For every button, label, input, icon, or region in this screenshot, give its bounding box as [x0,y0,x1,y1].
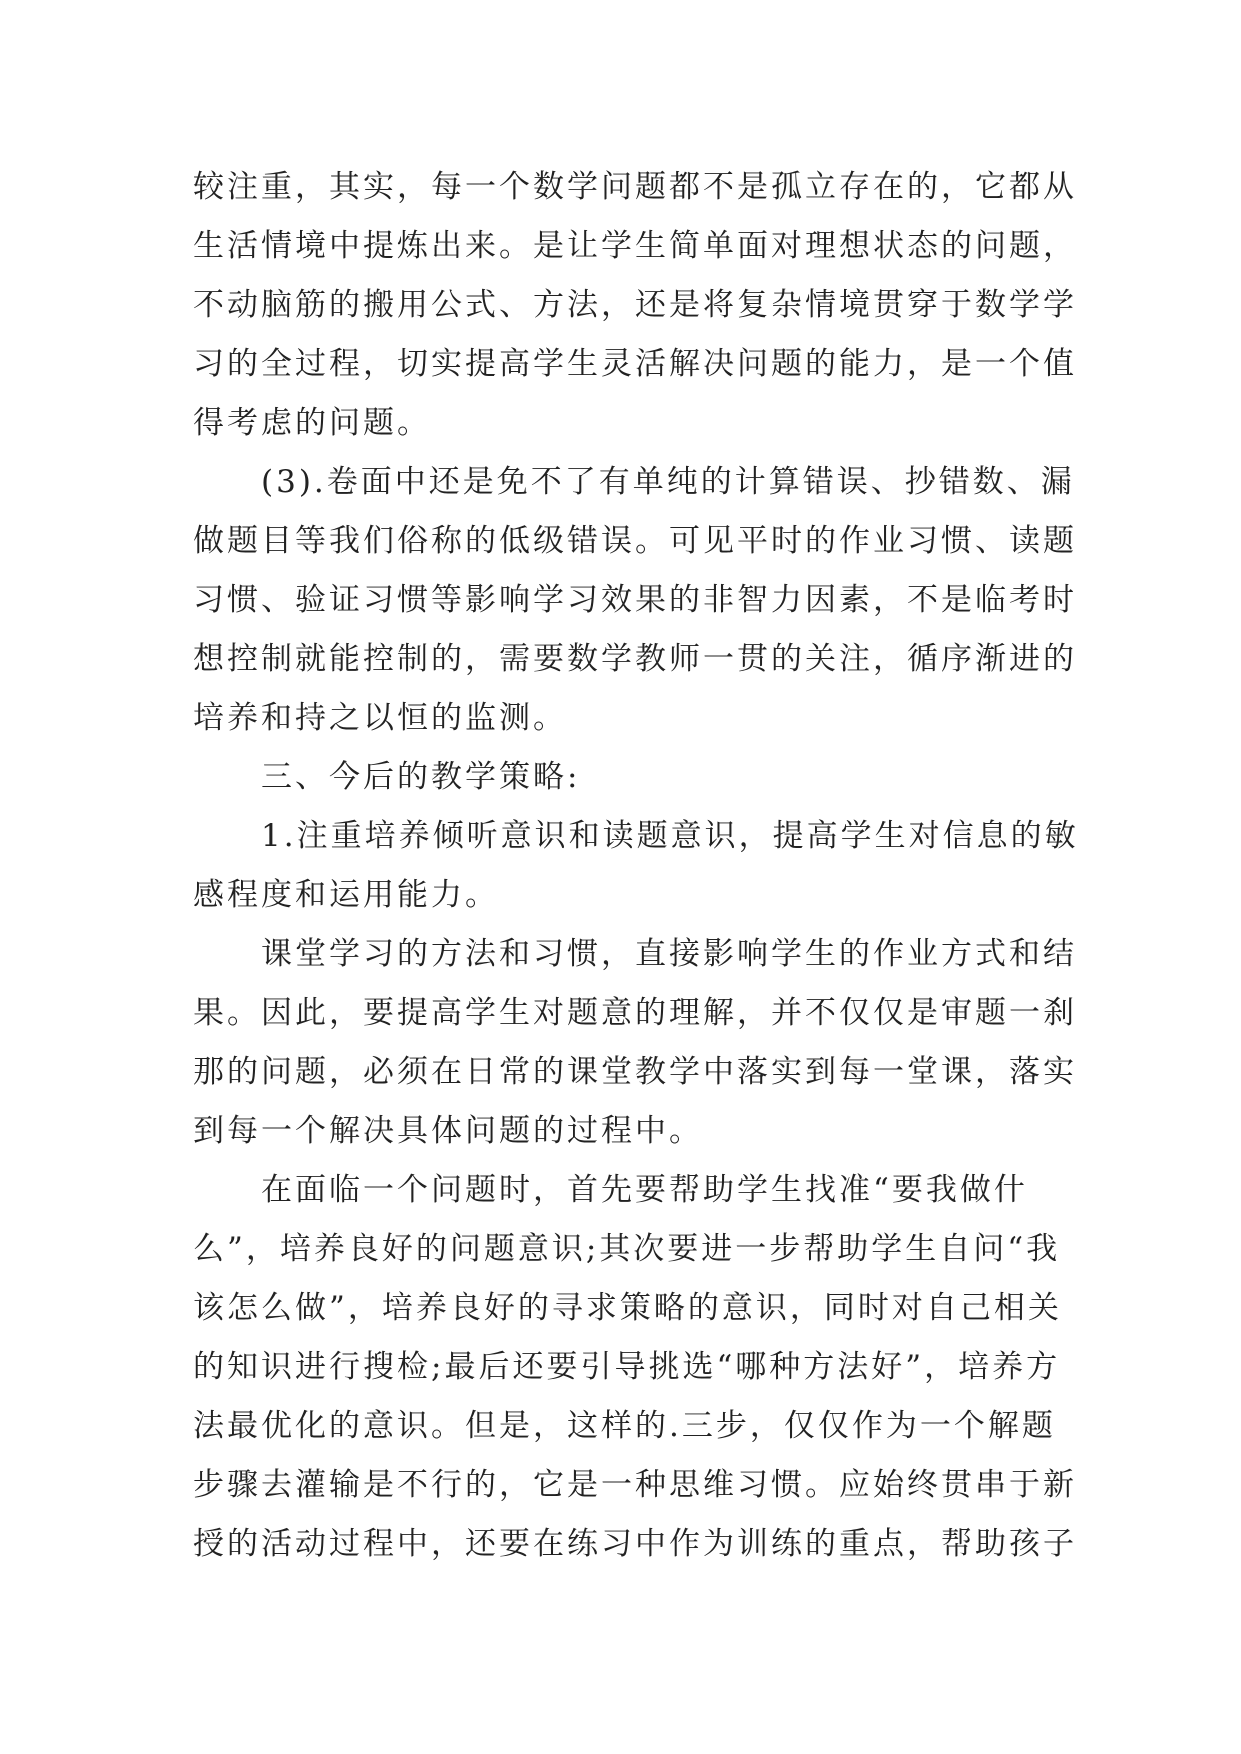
text-line: (3).卷面中还是免不了有单纯的计算错误、抄错数、漏 [193,464,1075,500]
text-line: 习的全过程，切实提高学生灵活解决问题的能力，是一个值 [193,346,1077,382]
text-line: 在面临一个问题时，首先要帮助学生找准“要我做什 [193,1172,1028,1208]
text-line: 做题目等我们俗称的低级错误。可见平时的作业习惯、读题 [193,523,1077,559]
text-line: 授的活动过程中，还要在练习中作为训练的重点，帮助孩子 [193,1526,1077,1562]
text-line: 不动脑筋的搬用公式、方法，还是将复杂情境贯穿于数学学 [193,287,1077,323]
document-body [193,158,1079,1574]
text-line: 果。因此，要提高学生对题意的理解，并不仅仅是审题一刹 [193,995,1077,1031]
text-line: 习惯、验证习惯等影响学习效果的非智力因素，不是临考时 [193,582,1077,618]
text-line: 感程度和运用能力。 [193,877,499,913]
text-line: 得考虑的问题。 [193,405,431,441]
section-heading: 三、今后的教学策略: [193,759,581,795]
text-line: 步骤去灌输是不行的，它是一种思维习惯。应始终贯串于新 [193,1467,1077,1503]
text-line: 该怎么做”，培养良好的寻求策略的意识，同时对自己相关 [193,1290,1062,1326]
text-line: 法最优化的意识。但是，这样的.三步，仅仅作为一个解题 [193,1408,1056,1444]
text-line: 到每一个解决具体问题的过程中。 [193,1113,703,1149]
text-line: 课堂学习的方法和习惯，直接影响学生的作业方式和结 [193,936,1077,972]
text-line: 那的问题，必须在日常的课堂教学中落实到每一堂课，落实 [193,1054,1077,1090]
text-line: 么”，培养良好的问题意识;其次要进一步帮助学生自问“我 [193,1231,1061,1267]
text-line: 培养和持之以恒的监测。 [193,700,567,736]
text-line: 想控制就能控制的，需要数学教师一贯的关注，循序渐进的 [193,641,1077,677]
text-line: 1.注重培养倾听意识和读题意识，提高学生对信息的敏 [193,818,1079,854]
text-line: 较注重，其实，每一个数学问题都不是孤立存在的，它都从 [193,169,1077,205]
text-line: 生活情境中提炼出来。是让学生简单面对理想状态的问题， [193,228,1077,264]
text-line: 的知识进行搜检;最后还要引导挑选“哪种方法好”，培养方 [193,1349,1061,1385]
